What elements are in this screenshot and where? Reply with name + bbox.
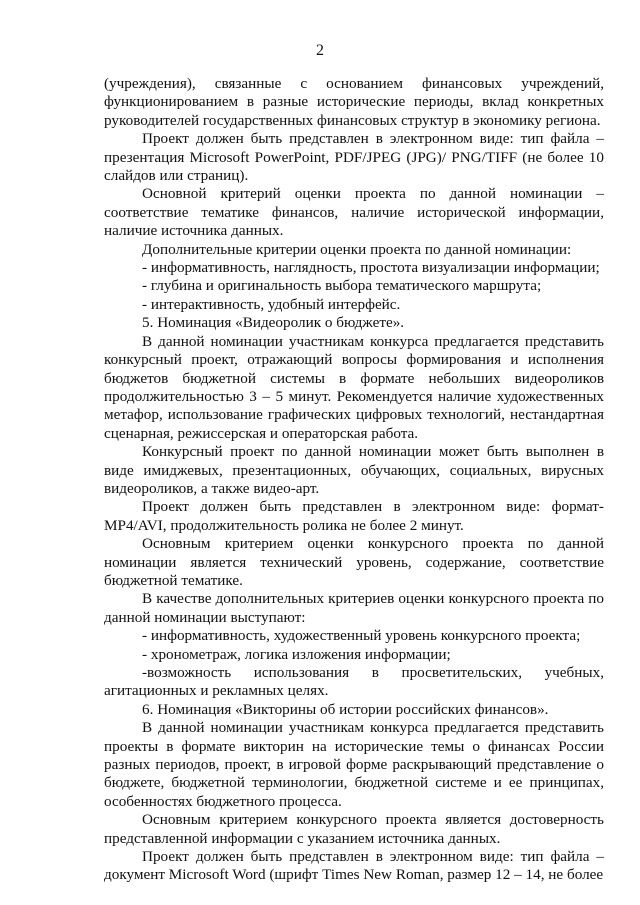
paragraph-file-requirements: Проект должен быть представлен в электронном виде: тип файла – презентация Microsoft PowerPoint, PDF/JPEG (JPG)/ PNG/TIFF (не более 10 слайдов или страниц).	[104, 130, 604, 185]
paragraph-nomination-5-description: В данной номинации участникам конкурса предлагается представить конкурсный проект, отражающий вопросы формирования и исполнения бюджетов бюджетной системы в формате небольших видеороликов продолжительностью 3 – 5 минут. Рекомендуется наличие художественных метафор, использование графических цифровых технологий, нестандартная сценарная, режиссерская и операторская работа.	[104, 332, 604, 442]
paragraph-continuation: (учреждения), связанные с основанием финансовых учреждений, функционированием в разные исторические периоды, вклад конкретных руководителей государственных финансовых структур в экономику региона.	[104, 75, 604, 129]
paragraph-additional-criteria-heading: Дополнительные критерии оценки проекта по данной номинации:	[142, 240, 572, 258]
page-number: 2	[316, 42, 324, 59]
list-item: -возможность использования в просветительских, учебных, агитационных и рекламных целях.	[104, 664, 604, 700]
paragraph-nomination-5-formats: Конкурсный проект по данной номинации может быть выполнен в виде имиджевых, презентационных, обучающих, социальных, вирусных видеороликов, а также видео-арт.	[104, 443, 604, 497]
section-heading-nomination-6: 6. Номинация «Викторины об истории российских финансов».	[142, 700, 549, 718]
paragraph-main-criterion: Основной критерий оценки проекта по данной номинации – соответствие тематике финансов, наличие исторической информации, наличие источника данных.	[104, 185, 604, 240]
paragraph-nomination-6-file-requirements: Проект должен быть представлен в электронном виде: тип файла – документ Microsoft Word (шрифт Times New Roman, размер 12 – 14, не более	[104, 848, 604, 884]
list-item: - информативность, наглядность, простота визуализации информации;	[142, 259, 600, 277]
paragraph-nomination-5-main-criterion: Основным критерием оценки конкурсного проекта по данной номинации является технический уровень, содержание, соответствие бюджетной тематике.	[104, 535, 604, 589]
list-item: - информативность, художественный уровень конкурсного проекта;	[142, 627, 581, 645]
list-item: - хронометраж, логика изложения информации;	[142, 645, 451, 663]
document-body	[104, 75, 604, 885]
section-heading-nomination-5: 5. Номинация «Видеоролик о бюджете».	[142, 314, 405, 332]
list-item: - глубина и оригинальность выбора тематического маршрута;	[142, 277, 542, 295]
paragraph-nomination-5-additional-criteria: В качестве дополнительных критериев оценки конкурсного проекта по данной номинации выступают:	[104, 590, 604, 626]
list-item: - интерактивность, удобный интерфейс.	[142, 295, 401, 313]
paragraph-nomination-5-file-format: Проект должен быть представлен в электронном виде: формат- MP4/AVI, продолжительность ролика не более 2 минут.	[104, 498, 604, 534]
paragraph-nomination-6-description: В данной номинации участникам конкурса предлагается представить проекты в формате викторин на исторические темы о финансах России разных периодов, проект, в игровой форме раскрывающий представление о бюджете, бюджетной терминологии, бюджетной системе и ее принципах, особенностях бюджетного процесса.	[104, 719, 604, 810]
paragraph-nomination-6-main-criterion: Основным критерием конкурсного проекта является достоверность представленной информации с указанием источника данных.	[104, 811, 604, 847]
